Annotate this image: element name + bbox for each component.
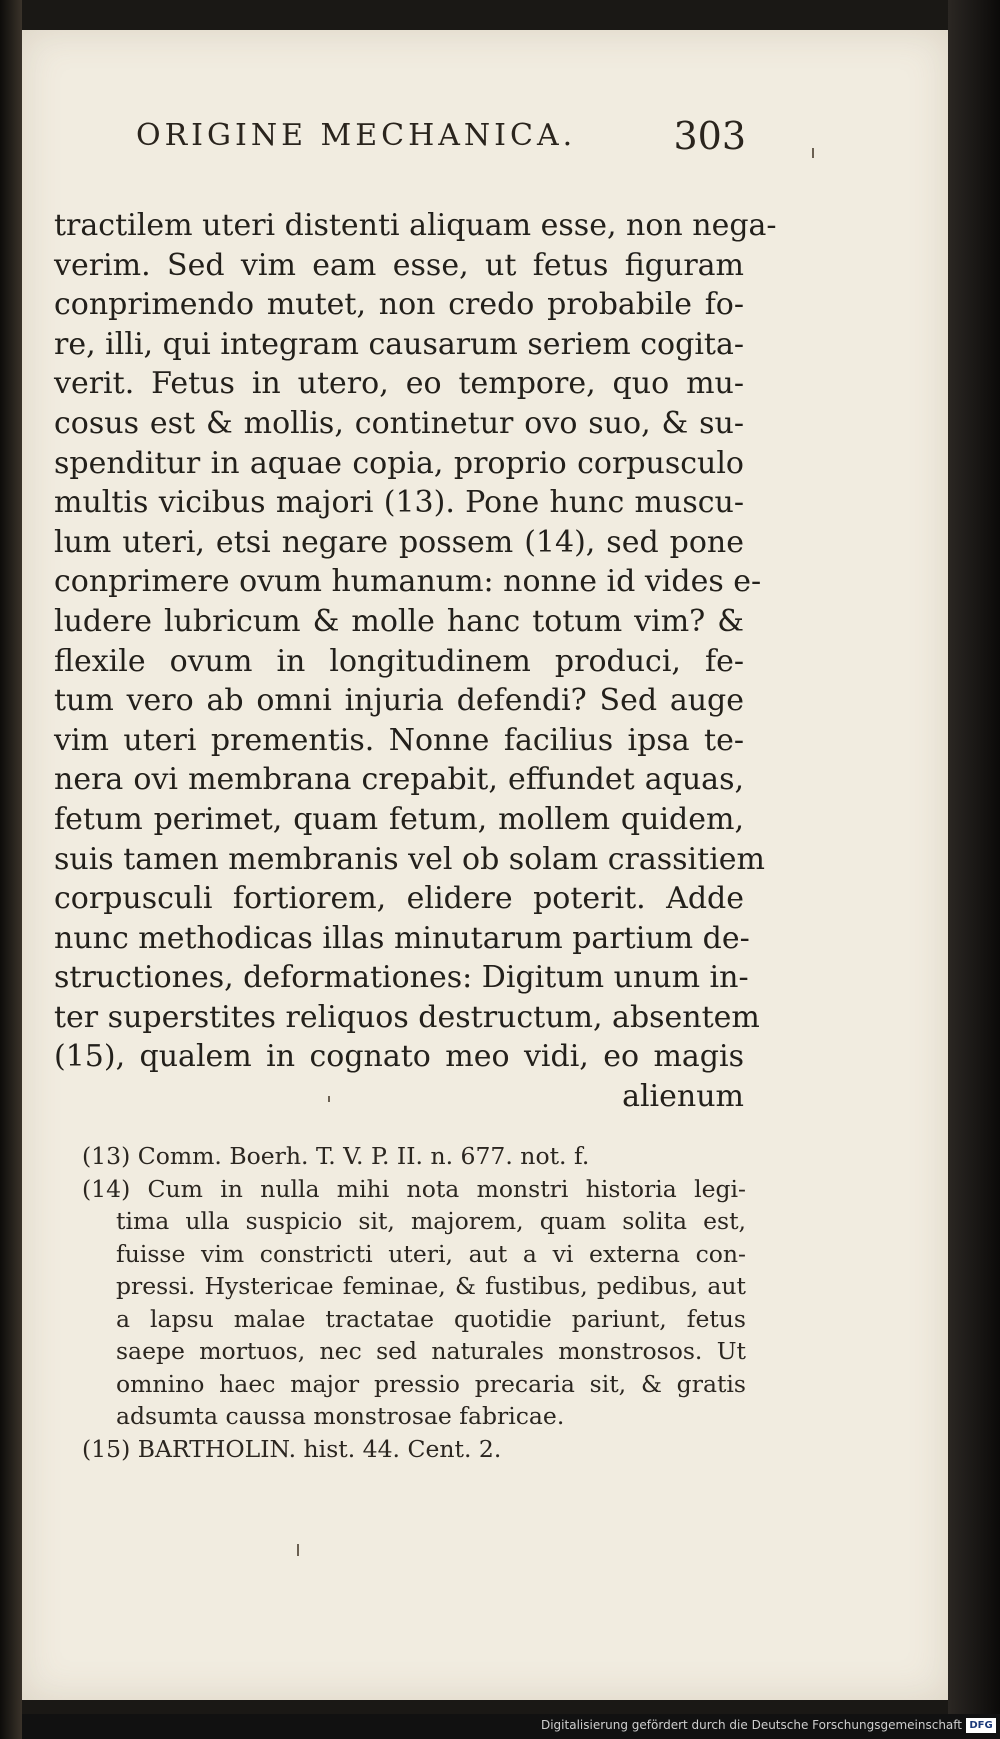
body-text: [54, 206, 777, 1117]
page-header: [118, 100, 746, 160]
paper-speck: [297, 1544, 299, 1556]
digitization-footer: [22, 1714, 1000, 1739]
text-line: multis vicibus majori (13). Pone hunc muscu-: [54, 485, 744, 521]
footnote-14: (14) Cum in nulla mihi nota monstri historia legi-: [82, 1174, 746, 1203]
dfg-logo-icon: DFG: [966, 1718, 996, 1733]
page-left-edge: [0, 0, 22, 1739]
text-line: ludere lubricum & molle hanc totum vim? &: [54, 603, 744, 639]
text-line: structiones, deformationes: Digitum unum in-: [54, 960, 749, 996]
text-line: cosus est & mollis, continetur ovo suo, & su-: [54, 405, 744, 441]
footnote-15: (15) BARTHOLIN. hist. 44. Cent. 2.: [82, 1434, 502, 1463]
text-line: corpusculi fortiorem, elidere poterit. Adde: [54, 881, 744, 917]
paper-speck: [812, 148, 814, 158]
text-line: conprimendo mutet, non credo probabile fo-: [54, 287, 744, 323]
text-line: vim uteri prementis. Nonne facilius ipsa te-: [54, 722, 744, 758]
text-line: spenditur in aquae copia, proprio corpusculo: [54, 445, 744, 481]
running-head: ORIGINE MECHANICA.: [136, 118, 577, 153]
text-line: conprimere ovum humanum: nonne id vides e-: [54, 564, 762, 600]
footnote-line: tima ulla suspicio sit, majorem, quam solita est,: [116, 1207, 746, 1235]
text-line: fetum perimet, quam fetum, mollem quidem,: [54, 801, 744, 837]
text-line: tum vero ab omni injuria defendi? Sed auge: [54, 683, 744, 719]
footnote-line: pressi. Hystericae feminae, & fustibus, pedibus, aut: [116, 1272, 746, 1300]
footnote-line: saepe mortuos, nec sed naturales monstrosos. Ut: [116, 1337, 746, 1365]
footnote-13: (13) Comm. Boerh. T. V. P. II. n. 677. not. f.: [82, 1142, 590, 1170]
text-line: re, illi, qui integram causarum seriem cogita-: [54, 326, 744, 362]
text-line: suis tamen membranis vel ob solam crassitiem: [54, 841, 765, 877]
digitization-note: Digitalisierung gefördert durch die Deutsche Forschungsgemeinschaft: [540, 1718, 962, 1732]
text-line: verim. Sed vim eam esse, ut fetus figuram: [54, 247, 744, 283]
footnote-line: a lapsu malae tractatae quotidie pariunt, fetus: [116, 1304, 746, 1333]
footnote-line: fuisse vim constricti uteri, aut a vi externa con-: [116, 1239, 746, 1268]
text-line: tractilem uteri distenti aliquam esse, non nega-: [54, 208, 777, 243]
catchword: alienum: [622, 1079, 744, 1115]
text-line: verit. Fetus in utero, eo tempore, quo mu-: [54, 366, 744, 402]
text-line: (15), qualem in cognato meo vidi, eo magis: [54, 1039, 744, 1075]
text-line: nunc methodicas illas minutarum partium de-: [54, 920, 750, 956]
page-number: 303: [673, 114, 746, 158]
footnote-line: adsumta caussa monstrosae fabricae.: [116, 1402, 565, 1430]
footnotes: [82, 1140, 746, 1465]
page-right-edge: [948, 0, 1000, 1739]
text-line: ter superstites reliquos destructum, absentem: [54, 999, 760, 1035]
text-line: nera ovi membrana crepabit, effundet aquas,: [54, 762, 744, 798]
text-line: flexile ovum in longitudinem produci, fe-: [54, 643, 744, 679]
footnote-line: omnino haec major pressio precaria sit, & gratis: [116, 1369, 746, 1398]
text-line: lum uteri, etsi negare possem (14), sed pone: [54, 524, 744, 560]
